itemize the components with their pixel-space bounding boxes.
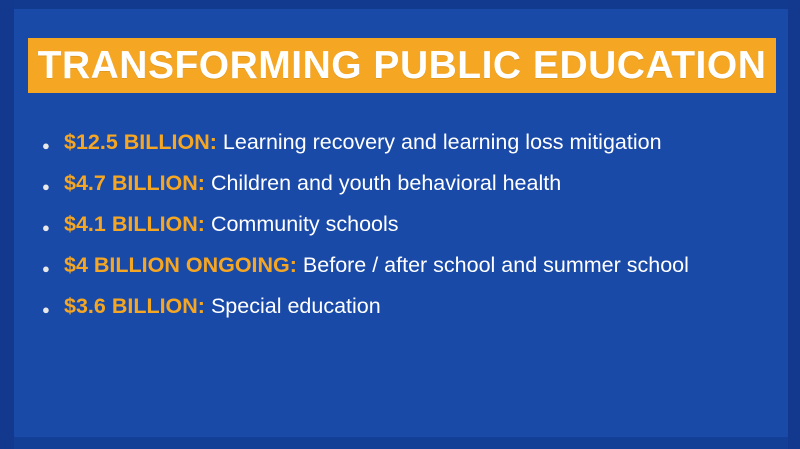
bullet-list — [42, 128, 772, 333]
slide-edge-bottom — [0, 437, 800, 449]
bullet-dot-icon: ● — [42, 302, 50, 318]
list-item-description: Before / after school and summer school — [302, 253, 689, 278]
list-item-text — [60, 128, 772, 157]
title-banner — [28, 38, 776, 93]
slide-edge-right — [788, 0, 800, 449]
list-item-amount: $12.5 BILLION: — [64, 130, 217, 154]
list-item — [42, 251, 772, 280]
bullet-dot-icon: ● — [42, 220, 50, 236]
list-item-description: Learning recovery and learning loss mitigation — [222, 130, 662, 154]
page-title: TRANSFORMING PUBLIC EDUCATION — [37, 44, 767, 87]
list-item-amount: $4 BILLION ONGOING: — [64, 253, 297, 278]
slide-edge-top — [0, 0, 800, 9]
list-item-text — [60, 292, 772, 321]
list-item — [42, 128, 772, 157]
list-item-amount: $3.6 BILLION: — [64, 294, 205, 319]
slide-edge-left — [0, 0, 14, 449]
list-item-description: Community schools — [210, 212, 399, 237]
list-item-amount: $4.7 BILLION: — [64, 171, 205, 196]
list-item-description: Children and youth behavioral health — [210, 171, 562, 196]
list-item-text — [60, 169, 772, 198]
list-item-text — [60, 210, 772, 239]
bullet-dot-icon: ● — [42, 179, 50, 195]
list-item-text — [60, 251, 772, 280]
bullet-dot-icon: ● — [42, 261, 50, 277]
list-item — [42, 292, 772, 321]
list-item — [42, 169, 772, 198]
bullet-dot-icon: ● — [42, 138, 50, 153]
list-item-description: Special education — [210, 294, 381, 319]
list-item-amount: $4.1 BILLION: — [64, 212, 205, 237]
list-item — [42, 210, 772, 239]
